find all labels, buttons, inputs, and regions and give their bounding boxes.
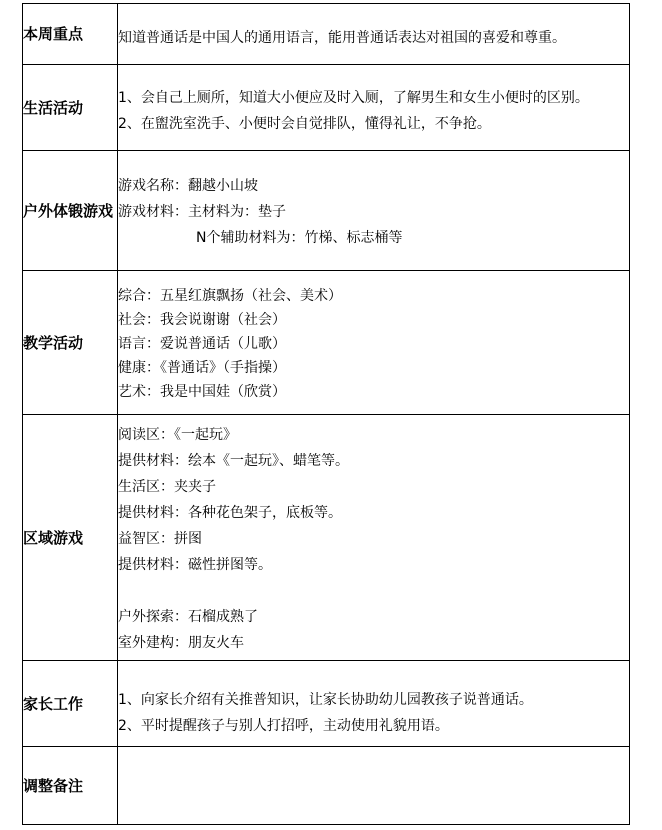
row-label-parent-work: 家长工作 xyxy=(23,661,118,747)
list-item: 综合：五星红旗飘扬（社会、美术） xyxy=(118,287,342,304)
row-content-teaching xyxy=(118,271,630,415)
table-row-notes xyxy=(23,747,630,825)
list-item: 语言：爱说普通话（儿歌） xyxy=(118,335,286,352)
table-row-focus xyxy=(23,4,630,65)
weekly-plan-table xyxy=(22,3,630,825)
row-content-parent-work xyxy=(118,661,630,747)
table-row-outdoor-games xyxy=(23,151,630,271)
table-row-daily-life xyxy=(23,65,630,151)
list-item: 1、会自己上厕所，知道大小便应及时入厕，了解男生和女生小便时的区别。 xyxy=(118,89,589,106)
row-content-outdoor-games xyxy=(118,151,630,271)
row-content-notes xyxy=(118,747,630,825)
table-row-teaching xyxy=(23,271,630,415)
list-item: 提供材料：绘本《一起玩》、蜡笔等。 xyxy=(118,452,349,469)
table-row-area-games xyxy=(23,415,630,661)
row-label-teaching: 教学活动 xyxy=(23,271,118,415)
row-content-daily-life xyxy=(118,65,630,151)
focus-text: 知道普通话是中国人的通用语言，能用普通话表达对祖国的喜爱和尊重。 xyxy=(118,30,566,46)
list-item: 户外探索：石榴成熟了 xyxy=(118,608,258,625)
row-label-daily-life: 生活活动 xyxy=(23,65,118,151)
list-item: 提供材料：磁性拼图等。 xyxy=(118,556,272,573)
table-row-parent-work xyxy=(23,661,630,747)
row-label-focus: 本周重点 xyxy=(23,4,118,65)
list-item: 艺术：我是中国娃（欣赏） xyxy=(118,383,286,400)
list-item: 2、在盥洗室洗手、小便时会自觉排队，懂得礼让，不争抢。 xyxy=(118,115,491,132)
row-content-focus xyxy=(118,4,630,65)
list-item: 1、向家长介绍有关推普知识，让家长协助幼儿园教孩子说普通话。 xyxy=(118,691,533,708)
list-item: 室外建构：朋友火车 xyxy=(118,634,244,651)
row-content-area-games xyxy=(118,415,630,661)
list-item: 生活区：夹夹子 xyxy=(118,478,216,495)
list-item: 2、平时提醒孩子与别人打招呼，主动使用礼貌用语。 xyxy=(118,717,449,734)
list-item: 阅读区：《一起玩》 xyxy=(118,426,237,443)
list-item: 益智区：拼图 xyxy=(118,530,202,547)
list-item: 健康：《普通话》（手指操） xyxy=(118,359,286,376)
list-item: 游戏材料：主材料为：垫子 xyxy=(118,203,286,220)
row-label-area-games: 区域游戏 xyxy=(23,415,118,661)
row-label-notes: 调整备注 xyxy=(23,747,118,825)
list-item: 游戏名称：翻越小山坡 xyxy=(118,177,258,194)
list-item: 社会：我会说谢谢（社会） xyxy=(118,311,286,328)
list-item: N个辅助材料为：竹梯、标志桶等 xyxy=(196,229,403,246)
list-item: 提供材料：各种花色架子，底板等。 xyxy=(118,504,342,521)
spacer xyxy=(118,578,629,604)
row-label-outdoor-games: 户外体锻游戏 xyxy=(23,151,118,271)
